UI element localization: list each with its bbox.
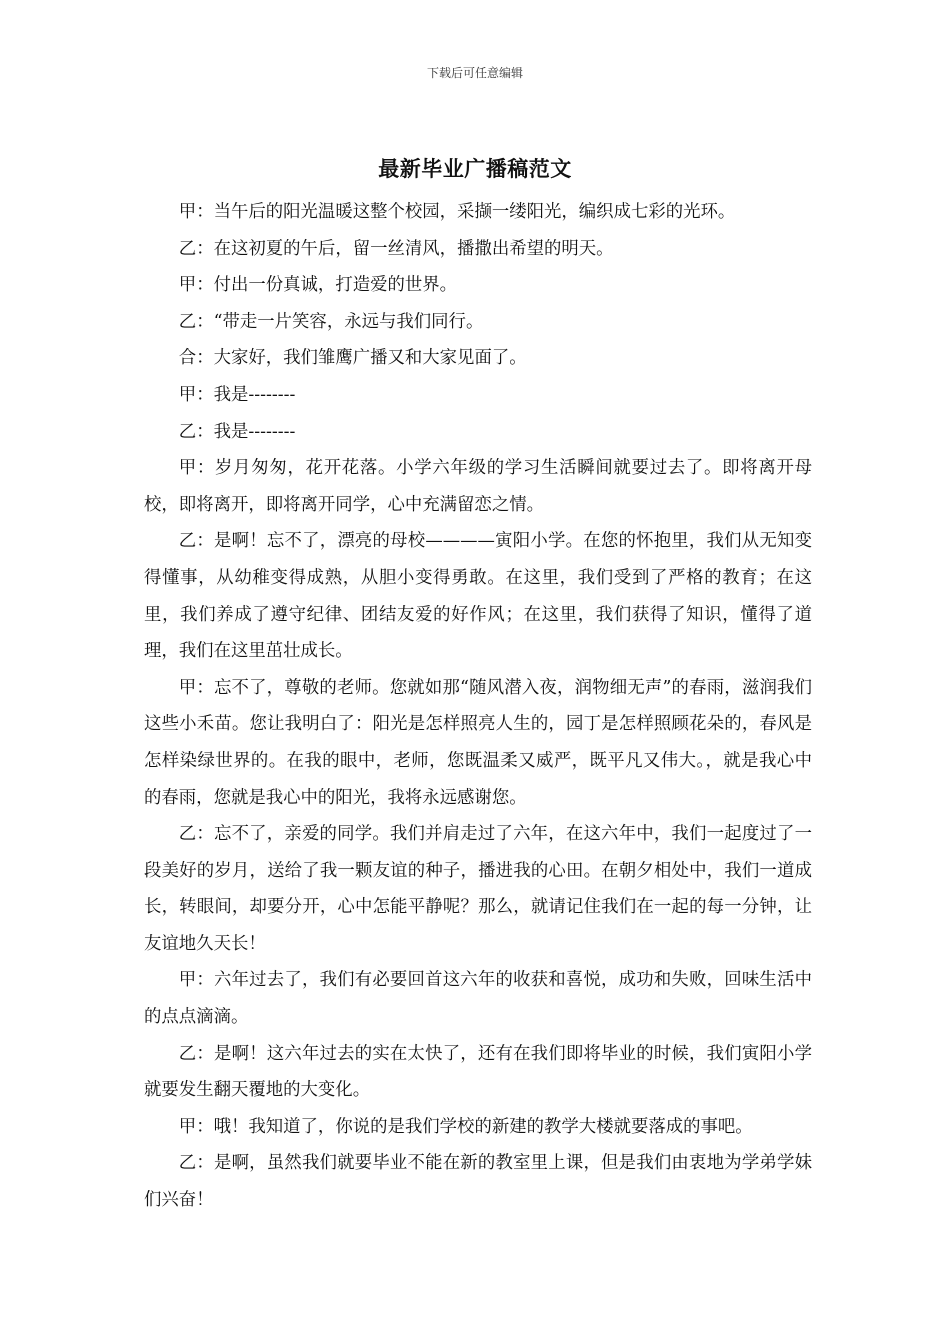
paragraph: 甲：岁月匆匆，花开花落。小学六年级的学习生活瞬间就要过去了。即将离开母校，即将离开，即将离开同学，心中充满留恋之情。 [144,458,812,515]
paragraph: 甲：哦！我知道了，你说的是我们学校的新建的教学大楼就要落成的事吧。 [178,1116,753,1137]
paragraph: 甲：六年过去了，我们有必要回首这六年的收获和喜悦，成功和失败，回味生活中的点点滴滴。 [144,970,812,1028]
paragraph: 甲：当午后的阳光温暖这整个校园，采撷一缕阳光，编织成七彩的光环。 [178,202,736,222]
document-body [144,194,812,1219]
paragraph: 甲：我是-------- [178,384,296,405]
paragraph: 乙：在这初夏的午后，留一丝清风，播撒出希望的明天。 [178,238,614,259]
paragraph: 乙：是啊，虽然我们就要毕业不能在新的教室里上课，但是我们由衷地为学弟学妹们兴奋！ [144,1153,812,1211]
document-title: 最新毕业广播稿范文 [378,157,572,181]
paragraph: 甲：忘不了，尊敬的老师。您就如那“随风潜入夜，润物细无声”的春雨，滋润我们这些小禾苗。您让我明白了：阳光是怎样照亮人生的，园丁是怎样照顾花朵的，春风是怎样染绿世界的。在我的眼中，老师，您既温柔又威严，既平凡又伟大。，就是我心中的春雨，您就是我心中的阳光，我将永远感谢您。 [144,677,812,808]
paragraph: 乙：是啊！忘不了，漂亮的母校————寅阳小学。在您的怀抱里，我们从无知变得懂事，从幼稚变得成熟，从胆小变得勇敢。在这里，我们受到了严格的教育；在这里，我们养成了遵守纪律、团结友爱的好作风；在这里，我们获得了知识，懂得了道理，我们在这里茁壮成长。 [144,531,812,662]
paragraph: 乙：是啊！这六年过去的实在太快了，还有在我们即将毕业的时候，我们寅阳小学就要发生翻天覆地的大变化。 [144,1043,812,1101]
paragraph: 乙：我是-------- [178,421,296,442]
page-header: 下载后可任意编辑 [426,66,523,80]
paragraph: 甲：付出一份真诚，打造爱的世界。 [178,275,458,296]
paragraph: 乙：“带走一片笑容，永远与我们同行。 [178,311,484,332]
paragraph: 合：大家好，我们雏鹰广播又和大家见面了。 [178,348,527,369]
paragraph: 乙：忘不了，亲爱的同学。我们并肩走过了六年，在这六年中，我们一起度过了一段美好的岁月，送给了我一颗友谊的种子，播进我的心田。在朝夕相处中，我们一道成长，转眼间，却要分开，心中怎能平静呢？那么，就请记住我们在一起的每一分钟，让友谊地久天长！ [144,824,812,954]
